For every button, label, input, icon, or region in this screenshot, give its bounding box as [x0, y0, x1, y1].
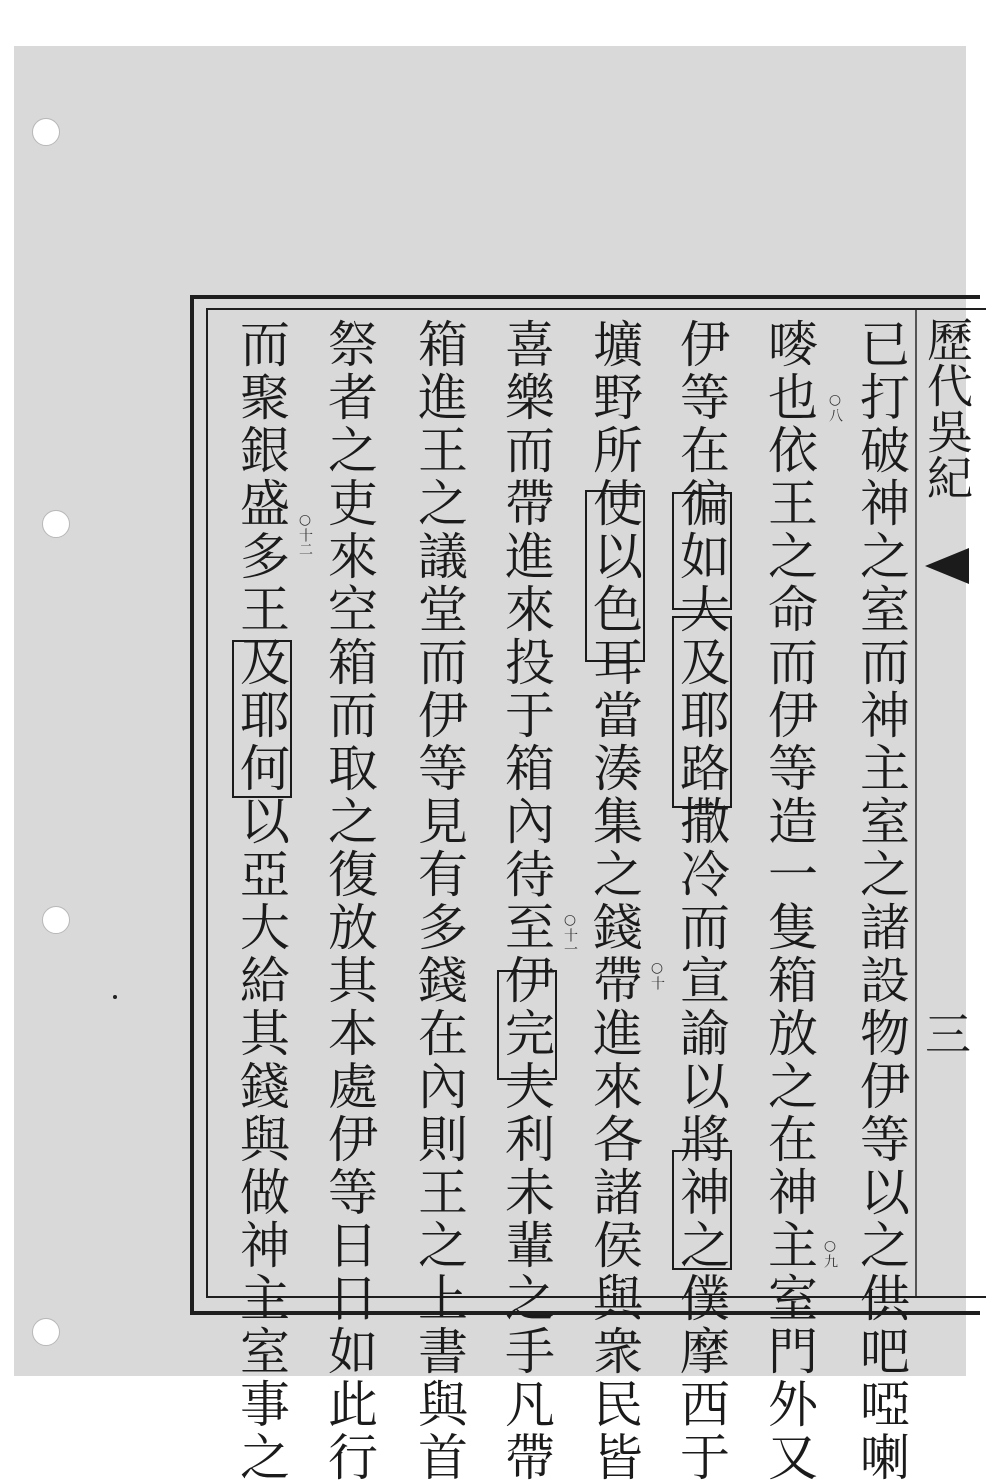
- column-rule: [915, 310, 917, 1296]
- note-marker: ○十二: [297, 512, 313, 556]
- text-column-7: 祭者之吏來空箱而取之復放其本處伊等日日如此行: [320, 318, 378, 1484]
- punch-hole-4: [32, 1318, 60, 1346]
- fish-tail-mark: [925, 548, 969, 584]
- note-marker: ○十: [649, 960, 665, 990]
- name-box-yehe: [232, 640, 292, 798]
- name-box-yiselier: [585, 490, 645, 662]
- punch-hole-1: [32, 118, 60, 146]
- dust-speck: [113, 995, 117, 999]
- text-column-2: 嘜也依王之命而伊等造一隻箱放之在神主室門外又: [760, 318, 818, 1484]
- text-column-5: 喜樂而帶進來投于箱內待至伊完夫利未輩之手凡帶: [497, 318, 555, 1484]
- name-box-yerusaleng: [672, 616, 732, 808]
- name-box-moxi: [672, 1150, 732, 1270]
- name-box-liwei: [497, 970, 557, 1080]
- note-marker: ○八: [827, 392, 843, 422]
- note-marker: ○九: [822, 1238, 838, 1268]
- page-number: 三: [918, 1010, 972, 1056]
- text-column-1: 已打破神之室而神主室之諸設物伊等以之供吧啞喇: [852, 318, 910, 1484]
- book-title: 歷代吳紀: [920, 316, 974, 500]
- text-column-4: 壙野所使以色耳當湊集之錢帶進來各諸侯與衆民皆: [585, 318, 643, 1484]
- note-marker: ○十一: [562, 912, 578, 956]
- text-column-6: 箱進王之議堂而伊等見有多錢在內則王之上書與首: [410, 318, 468, 1484]
- text-column-8: 而聚銀盛多王及耶何以亞大給其錢與做神主室事之: [232, 318, 290, 1484]
- punch-hole-2: [42, 510, 70, 538]
- text-column-3: 伊等在徧如大及耶路撒冷而宣諭以將神之僕摩西于: [672, 318, 730, 1484]
- name-box-ruyuda: [672, 492, 732, 610]
- punch-hole-3: [42, 906, 70, 934]
